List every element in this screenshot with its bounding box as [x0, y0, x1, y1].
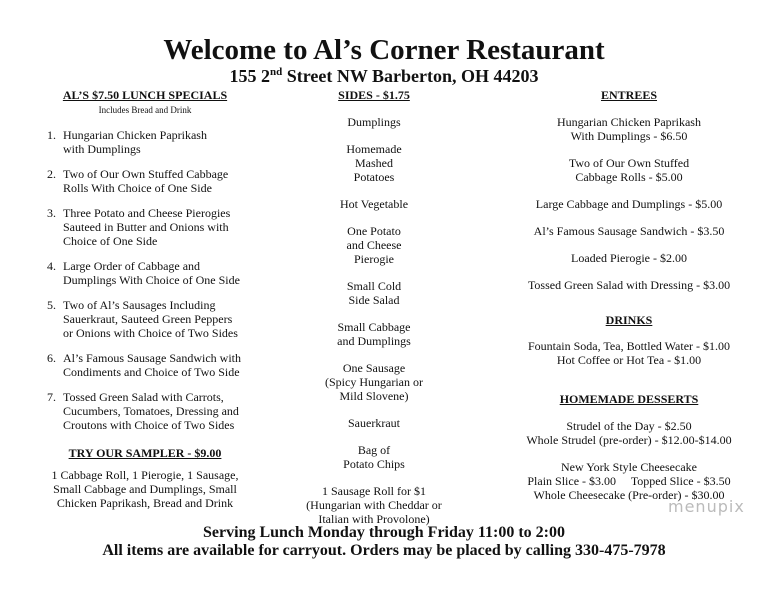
side-item	[262, 361, 486, 403]
drinks-list	[504, 339, 754, 367]
desserts-strudel	[504, 419, 754, 447]
carryout-info: All items are available for carryout. Orders may be placed by calling 330-475-7978	[102, 542, 666, 559]
menu-line: Whole Strudel (pre-order) - $12.00-$14.00	[526, 433, 732, 447]
menu-line: Cabbage Rolls - $5.00	[575, 170, 683, 184]
menu-line: with Dumplings	[63, 142, 141, 156]
sides-heading: SIDES - $1.75	[338, 88, 410, 102]
item-number: 2.	[47, 167, 56, 181]
menu-line: Small Cold	[346, 279, 402, 293]
menu-line: Pierogie	[354, 252, 394, 266]
side-item	[262, 484, 486, 526]
desserts-cheesecake	[504, 460, 754, 502]
menu-line: Plain Slice - $3.00 Topped Slice - $3.50	[527, 474, 731, 488]
menu-line: Small Cabbage	[337, 320, 411, 334]
drinks-heading: DRINKS	[605, 313, 653, 327]
lunch-special-item	[30, 351, 260, 379]
menu-line: (Spicy Hungarian or	[325, 375, 423, 389]
item-number: 7.	[47, 390, 56, 404]
item-description	[63, 128, 260, 156]
address-part: Street NW Barberton, OH 44203	[282, 66, 539, 86]
menu-line: With Dumplings - $6.50	[570, 129, 688, 143]
menu-line: Cucumbers, Tomatoes, Dressing and	[63, 404, 239, 418]
menu-line: Hungarian Chicken Paprikash	[557, 115, 701, 129]
lunch-special-item	[30, 259, 260, 287]
entree-item	[504, 278, 754, 292]
menu-line: Potato Chips	[343, 457, 405, 471]
item-number: 6.	[47, 351, 56, 365]
entrees-list	[504, 115, 754, 292]
menu-line: Large Cabbage and Dumplings - $5.00	[535, 197, 723, 211]
sampler-heading: TRY OUR SAMPLER - $9.00	[68, 446, 222, 460]
menu-line: Sauerkraut, Sauteed Green Peppers	[63, 312, 233, 326]
watermark: menupix	[668, 497, 745, 516]
menu-line: Chicken Paprikash, Bread and Drink	[56, 496, 234, 510]
side-item	[262, 416, 486, 430]
entree-item	[504, 115, 754, 143]
restaurant-title: Welcome to Al’s Corner Restaurant	[163, 34, 605, 66]
menu-line: Three Potato and Cheese Pierogies	[63, 206, 231, 220]
item-description	[63, 390, 260, 432]
menu-line: One Potato	[347, 224, 401, 238]
entree-item	[504, 224, 754, 238]
lunch-special-item	[30, 390, 260, 432]
menu-line: Bag of	[357, 443, 391, 457]
menu-line: Tossed Green Salad with Carrots,	[63, 390, 224, 404]
menu-line: Homemade	[346, 142, 402, 156]
item-number: 3.	[47, 206, 56, 220]
menu-line: Italian with Provolone)	[318, 512, 430, 526]
menu-line: Al’s Famous Sausage Sandwich with	[63, 351, 241, 365]
address-sup: nd	[269, 66, 283, 78]
menu-line: Two of Our Own Stuffed	[568, 156, 690, 170]
item-description	[63, 351, 260, 379]
lunch-special-item	[30, 128, 260, 156]
entree-item	[504, 197, 754, 211]
address-part: 155 2	[229, 66, 270, 86]
menu-line: Hungarian Chicken Paprikash	[63, 128, 207, 142]
lunch-specials-list	[30, 128, 260, 432]
sampler-description	[30, 468, 260, 510]
menu-line: Hot Vegetable	[339, 197, 409, 211]
menu-line: New York Style Cheesecake	[561, 460, 697, 474]
menu-line: Rolls With Choice of One Side	[63, 181, 212, 195]
menu-line: Sauteed in Butter and Onions with	[63, 220, 229, 234]
menu-line: (Hungarian with Cheddar or	[306, 498, 442, 512]
menu-line: Large Order of Cabbage and	[63, 259, 201, 273]
item-description	[63, 298, 260, 340]
menu-line: Dumplings With Choice of One Side	[63, 273, 240, 287]
menu-line: Two of Al’s Sausages Including	[63, 298, 216, 312]
item-description	[63, 206, 260, 248]
lunch-specials-subheading: Includes Bread and Drink	[98, 105, 192, 115]
menu-line: Sauerkraut	[348, 416, 400, 430]
menu-line: Potatoes	[353, 170, 395, 184]
menu-line: Mashed	[355, 156, 393, 170]
menu-line: Whole Cheesecake (Pre-order) - $30.00	[533, 488, 725, 502]
item-description	[63, 259, 260, 287]
lunch-special-item	[30, 298, 260, 340]
entrees-column	[504, 88, 754, 502]
menu-line: Al’s Famous Sausage Sandwich - $3.50	[533, 224, 725, 238]
menu-line: Side Salad	[348, 293, 400, 307]
lunch-special-item	[30, 167, 260, 195]
lunch-special-item	[30, 206, 260, 248]
menu-line: Loaded Pierogie - $2.00	[571, 251, 687, 265]
menu-line: Hot Coffee or Hot Tea - $1.00	[556, 353, 702, 367]
item-description	[63, 167, 260, 195]
menu-line: Two of Our Own Stuffed Cabbage	[63, 167, 229, 181]
lunch-hours: Serving Lunch Monday through Friday 11:00 to 2:00	[203, 524, 565, 541]
menu-line: and Dumplings	[337, 334, 411, 348]
lunch-specials-column	[30, 88, 260, 510]
desserts-heading: HOMEMADE DESSERTS	[559, 392, 699, 406]
menu-line: Strudel of the Day - $2.50	[566, 419, 692, 433]
menu-line: Fountain Soda, Tea, Bottled Water - $1.00	[527, 339, 731, 353]
side-item	[262, 443, 486, 471]
item-number: 4.	[47, 259, 56, 273]
menu-line: Dumplings	[347, 115, 401, 129]
side-item	[262, 197, 486, 211]
menu-line: One Sausage	[342, 361, 406, 375]
menu-line: 1 Cabbage Roll, 1 Pierogie, 1 Sausage,	[51, 468, 239, 482]
menu-line: Mild Slovene)	[339, 389, 409, 403]
menu-line: Condiments and Choice of Two Side	[63, 365, 240, 379]
menu-line: Small Cabbage and Dumplings, Small	[53, 482, 237, 496]
side-item	[262, 115, 486, 129]
side-item	[262, 279, 486, 307]
lunch-specials-heading: AL’S $7.50 LUNCH SPECIALS	[62, 88, 228, 102]
sides-column	[262, 88, 486, 526]
side-item	[262, 142, 486, 184]
entrees-heading: ENTREES	[600, 88, 658, 102]
entree-item	[504, 156, 754, 184]
restaurant-address	[0, 66, 768, 87]
item-number: 5.	[47, 298, 56, 312]
menu-line: Choice of One Side	[63, 234, 158, 248]
menu-line: and Cheese	[346, 238, 402, 252]
menu-line: Croutons with Choice of Two Sides	[63, 418, 235, 432]
side-item	[262, 224, 486, 266]
entree-item	[504, 251, 754, 265]
menu-line: or Onions with Choice of Two Sides	[63, 326, 238, 340]
menu-line: Tossed Green Salad with Dressing - $3.00	[527, 278, 731, 292]
item-number: 1.	[47, 128, 56, 142]
sides-list	[262, 115, 486, 526]
menu-line: 1 Sausage Roll for $1	[322, 484, 426, 498]
side-item	[262, 320, 486, 348]
